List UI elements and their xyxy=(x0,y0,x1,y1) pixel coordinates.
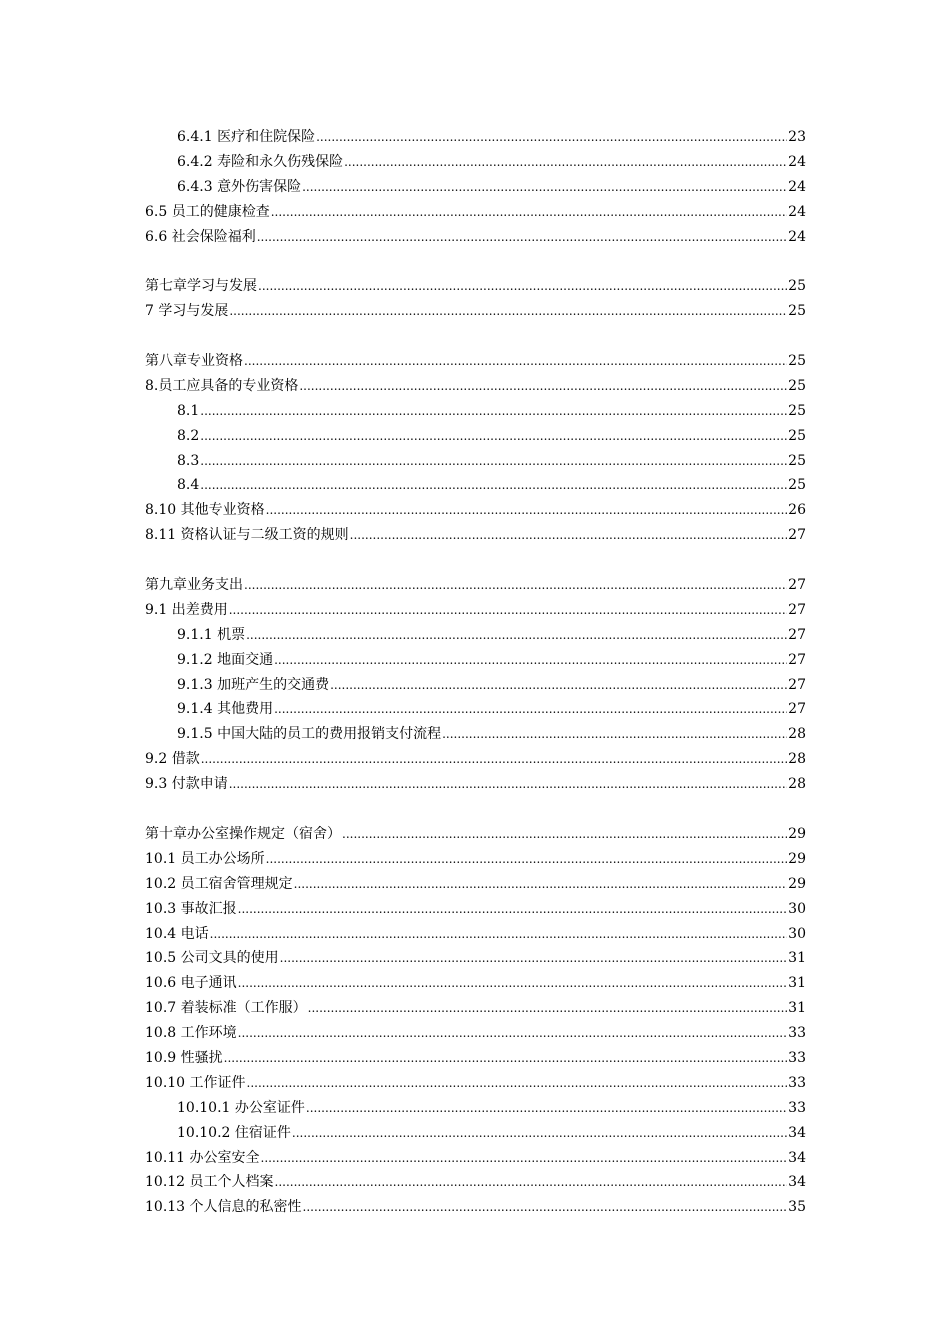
toc-entry[interactable] xyxy=(145,1046,806,1071)
toc-dot-leader xyxy=(261,1146,788,1171)
toc-entry[interactable] xyxy=(145,125,806,150)
toc-entry-label: 10.5 公司文具的使用 xyxy=(145,950,279,967)
toc-dot-leader xyxy=(247,1071,788,1096)
toc-entry-label: 10.9 性骚扰 xyxy=(145,1049,223,1066)
toc-entry[interactable] xyxy=(145,598,806,623)
toc-entry-label: 6.4.2 寿险和永久伤残保险 xyxy=(177,153,344,170)
toc-page-number: 26 xyxy=(788,502,806,519)
toc-page-number: 27 xyxy=(788,527,806,544)
toc-page-number: 24 xyxy=(788,228,806,245)
toc-entry-label: 10.7 着装标准（工作服） xyxy=(145,1000,307,1017)
toc-entry[interactable] xyxy=(145,399,806,424)
toc-page-number: 24 xyxy=(788,178,806,195)
toc-entry[interactable] xyxy=(145,150,806,175)
toc-entry-label: 7 学习与发展 xyxy=(145,303,229,320)
toc-entry[interactable] xyxy=(145,523,806,548)
toc-page-number: 27 xyxy=(788,601,806,618)
toc-section-gap xyxy=(145,548,806,573)
toc-entry-label: 8.4 xyxy=(177,477,200,494)
toc-entry-label: 10.10.1 办公室证件 xyxy=(177,1099,305,1116)
toc-dot-leader xyxy=(350,523,788,548)
toc-entry[interactable] xyxy=(145,175,806,200)
toc-dot-leader xyxy=(342,822,787,847)
toc-page-number: 25 xyxy=(788,427,806,444)
toc-dot-leader xyxy=(316,125,787,150)
toc-dot-leader xyxy=(274,697,787,722)
toc-entry[interactable] xyxy=(145,772,806,797)
toc-entry[interactable] xyxy=(145,1121,806,1146)
toc-entry-label: 9.2 借款 xyxy=(145,751,200,768)
toc-dot-leader xyxy=(274,648,787,673)
toc-entry[interactable] xyxy=(145,697,806,722)
toc-entry[interactable] xyxy=(145,1170,806,1195)
toc-page-number: 23 xyxy=(788,129,806,145)
toc-entry[interactable] xyxy=(145,349,806,374)
toc-entry[interactable] xyxy=(145,1071,806,1096)
toc-entry[interactable] xyxy=(145,872,806,897)
toc-entry-label: 第九章业务支出 xyxy=(145,577,243,594)
toc-entry-label: 10.10.2 住宿证件 xyxy=(177,1124,291,1141)
toc-dot-leader xyxy=(200,473,787,498)
toc-page-number: 31 xyxy=(788,975,806,992)
toc-dot-leader xyxy=(280,946,788,971)
toc-dot-leader xyxy=(292,1121,787,1146)
toc-entry[interactable] xyxy=(145,922,806,947)
toc-dot-leader xyxy=(271,200,787,225)
toc-entry-label: 第七章学习与发展 xyxy=(145,278,257,295)
toc-entry[interactable] xyxy=(145,648,806,673)
toc-entry-label: 8.2 xyxy=(177,427,200,444)
toc-page-number: 34 xyxy=(788,1174,806,1191)
toc-dot-leader xyxy=(238,897,788,922)
toc-entry-label: 9.1.1 机票 xyxy=(177,626,246,643)
toc-dot-leader xyxy=(210,922,788,947)
toc-page-number: 27 xyxy=(788,651,806,668)
toc-entry-label: 6.6 社会保险福利 xyxy=(145,228,256,245)
toc-dot-leader xyxy=(224,1046,788,1071)
toc-entry-label: 10.11 办公室安全 xyxy=(145,1149,260,1166)
toc-entry-label: 第十章办公室操作规定（宿舍） xyxy=(145,825,341,842)
toc-entry-label: 10.2 员工宿舍管理规定 xyxy=(145,875,293,892)
toc-dot-leader xyxy=(294,872,788,897)
toc-page-number: 25 xyxy=(788,477,806,494)
toc-page-number: 25 xyxy=(788,303,806,320)
toc-page-number: 28 xyxy=(788,726,806,743)
toc-entry[interactable] xyxy=(145,822,806,847)
toc-page-number: 24 xyxy=(788,203,806,220)
toc-page-number: 35 xyxy=(788,1199,806,1216)
toc-dot-leader xyxy=(229,772,787,797)
toc-entry[interactable] xyxy=(145,847,806,872)
toc-entry[interactable] xyxy=(145,1021,806,1046)
toc-entry[interactable] xyxy=(145,200,806,225)
toc-section-gap xyxy=(145,249,806,274)
toc-dot-leader xyxy=(266,847,788,872)
toc-page-number: 25 xyxy=(788,377,806,394)
toc-page-number: 25 xyxy=(788,452,806,469)
toc-entry-label: 8.员工应具备的专业资格 xyxy=(145,377,299,394)
toc-entry-label: 10.1 员工办公场所 xyxy=(145,850,265,867)
toc-dot-leader xyxy=(200,424,787,449)
toc-page-number: 25 xyxy=(788,353,806,370)
toc-entry-label: 10.13 个人信息的私密性 xyxy=(145,1199,302,1216)
toc-dot-leader xyxy=(258,274,787,299)
toc-entry-label: 10.8 工作环境 xyxy=(145,1025,237,1042)
toc-page-number: 27 xyxy=(788,701,806,718)
toc-dot-leader xyxy=(229,299,787,324)
toc-entry[interactable] xyxy=(145,573,806,598)
toc-entry[interactable] xyxy=(145,996,806,1021)
toc-entry[interactable] xyxy=(145,274,806,299)
toc-page-number: 28 xyxy=(788,776,806,793)
toc-page-number: 31 xyxy=(788,1000,806,1017)
toc-page-number: 27 xyxy=(788,676,806,693)
toc-page-number: 34 xyxy=(788,1149,806,1166)
toc-entry-label: 9.1.2 地面交通 xyxy=(177,651,274,668)
toc-dot-leader xyxy=(308,996,788,1021)
toc-dot-leader xyxy=(229,598,787,623)
table-of-contents xyxy=(145,125,806,1220)
toc-entry-label: 8.3 xyxy=(177,452,200,469)
toc-page-number: 33 xyxy=(788,1074,806,1091)
toc-entry-label: 8.10 其他专业资格 xyxy=(145,502,265,519)
toc-section-gap xyxy=(145,797,806,822)
toc-entry[interactable] xyxy=(145,473,806,498)
toc-page-number: 33 xyxy=(788,1099,806,1116)
toc-entry-label: 9.1.3 加班产生的交通费 xyxy=(177,676,330,693)
toc-dot-leader xyxy=(442,722,787,747)
toc-dot-leader xyxy=(200,449,787,474)
toc-entry-label: 6.5 员工的健康检查 xyxy=(145,203,270,220)
toc-entry[interactable] xyxy=(145,722,806,747)
toc-entry[interactable] xyxy=(145,299,806,324)
toc-entry[interactable] xyxy=(145,225,806,250)
toc-entry[interactable] xyxy=(145,747,806,772)
toc-entry-label: 10.10 工作证件 xyxy=(145,1074,246,1091)
toc-entry-label: 9.1 出差费用 xyxy=(145,601,228,618)
toc-dot-leader xyxy=(330,673,787,698)
toc-entry[interactable] xyxy=(145,946,806,971)
toc-page-number: 27 xyxy=(788,577,806,594)
toc-dot-leader xyxy=(257,225,787,250)
toc-page-number: 29 xyxy=(788,825,806,842)
toc-dot-leader xyxy=(244,573,787,598)
toc-entry-label: 第八章专业资格 xyxy=(145,353,243,370)
toc-dot-leader xyxy=(303,1195,788,1220)
toc-page-number: 33 xyxy=(788,1025,806,1042)
toc-page-number: 25 xyxy=(788,402,806,419)
toc-page-number: 33 xyxy=(788,1049,806,1066)
toc-entry[interactable] xyxy=(145,449,806,474)
toc-dot-leader xyxy=(275,1170,788,1195)
toc-entry[interactable] xyxy=(145,1146,806,1171)
toc-page-number: 31 xyxy=(788,950,806,967)
toc-dot-leader xyxy=(201,747,787,772)
toc-entry-label: 9.3 付款申请 xyxy=(145,776,228,793)
toc-entry[interactable] xyxy=(145,971,806,996)
toc-page-number: 34 xyxy=(788,1124,806,1141)
toc-entry-label: 10.4 电话 xyxy=(145,925,209,942)
toc-page-number: 30 xyxy=(788,900,806,917)
toc-entry-label: 10.3 事故汇报 xyxy=(145,900,237,917)
toc-section-gap xyxy=(145,324,806,349)
toc-dot-leader xyxy=(238,971,788,996)
toc-page-number: 25 xyxy=(788,278,806,295)
toc-dot-leader xyxy=(246,623,787,648)
toc-dot-leader xyxy=(200,399,787,424)
toc-entry-label: 10.6 电子通讯 xyxy=(145,975,237,992)
toc-entry-label: 6.4.1 医疗和住院保险 xyxy=(177,129,316,145)
toc-page-number: 29 xyxy=(788,850,806,867)
toc-dot-leader xyxy=(344,150,787,175)
toc-entry[interactable] xyxy=(145,623,806,648)
toc-entry-label: 8.11 资格认证与二级工资的规则 xyxy=(145,527,349,544)
toc-page-number: 24 xyxy=(788,153,806,170)
toc-entry[interactable] xyxy=(145,673,806,698)
toc-entry[interactable] xyxy=(145,498,806,523)
toc-entry[interactable] xyxy=(145,897,806,922)
toc-entry[interactable] xyxy=(145,1096,806,1121)
toc-entry-label: 9.1.5 中国大陆的员工的费用报销支付流程 xyxy=(177,726,442,743)
toc-page-number: 29 xyxy=(788,875,806,892)
toc-entry-label: 6.4.3 意外伤害保险 xyxy=(177,178,302,195)
toc-page-number: 28 xyxy=(788,751,806,768)
toc-entry-label: 8.1 xyxy=(177,402,200,419)
toc-entry[interactable] xyxy=(145,424,806,449)
toc-page-number: 27 xyxy=(788,626,806,643)
toc-page-number: 30 xyxy=(788,925,806,942)
toc-dot-leader xyxy=(299,374,787,399)
toc-dot-leader xyxy=(244,349,787,374)
toc-dot-leader xyxy=(238,1021,788,1046)
toc-entry[interactable] xyxy=(145,1195,806,1220)
toc-dot-leader xyxy=(302,175,787,200)
toc-dot-leader xyxy=(306,1096,787,1121)
toc-entry-label: 9.1.4 其他费用 xyxy=(177,701,274,718)
toc-entry[interactable] xyxy=(145,374,806,399)
toc-entry-label: 10.12 员工个人档案 xyxy=(145,1174,274,1191)
toc-dot-leader xyxy=(266,498,788,523)
